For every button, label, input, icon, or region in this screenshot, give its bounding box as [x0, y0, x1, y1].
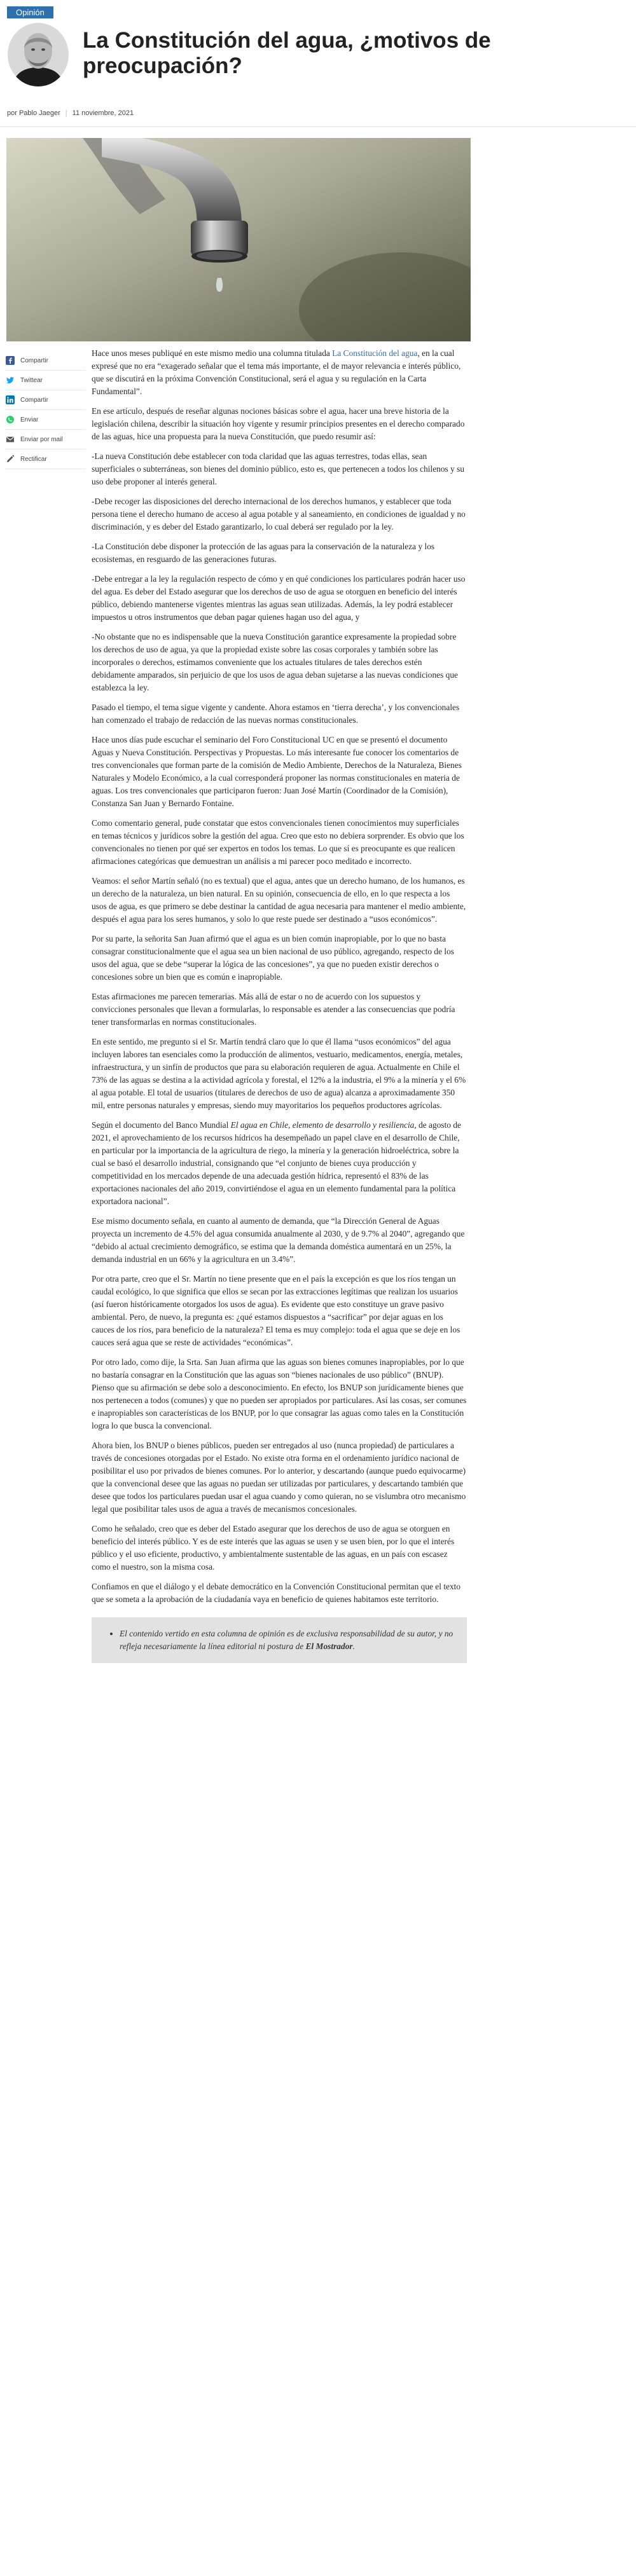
publish-date: 11 noviembre, 2021 [72, 109, 134, 117]
share-label: Enviar por mail [20, 435, 63, 443]
share-linkedin-button[interactable] [5, 390, 86, 410]
author-avatar[interactable] [8, 23, 69, 86]
article-paragraph: Hace unos meses publiqué en este mismo medio una columna titulada La Constitución del agua, en la cual expresé que no era “exagerado señalar que el tema más importante, el de mayor relevancia e interés público, que se discutirá en la próxima Convención Constitucional, será el agua y su regulación en la Carta Fundamental”. [92, 348, 461, 396]
article-paragraph: En ese artículo, después de reseñar algunas nociones básicas sobre el agua, hacer una breve historia de la legislación chilena, describir la situación hoy vigente y resumir principios presentes en el derecho comparado de las aguas, hice una propuesta para la nueva Constitución, que puedo resumir así: [92, 406, 465, 441]
article-paragraph: Por su parte, la señorita San Juan afirmó que el agua es un bien común inapropiable, por lo que no basta consagrar constitucionalmente que el agua sea un bien nacional de uso público, agregando, respecto de los usos del agua, que se debe “superar la lógica de las concesiones”, ya que no pueden existir derechos o concesiones sobre un bien que es común e inapropiable. [92, 934, 455, 982]
author-portrait [8, 23, 69, 86]
article-paragraph: Como comentario general, pude constatar que estos convencionales tienen conocimientos muy superficiales en temas técnicos y jurídicos sobre la gestión del agua. Creo que esto no debiera sorprender. Es obvio que los convencionales no tienen por qué ser expertos en todos los temas. Lo que sí es preocupante es que realicen afirmaciones categóricas que demuestran un análisis a mi parecer poco meditado e incorrecto. [92, 818, 464, 866]
article-paragraph: Por otra parte, creo que el Sr. Martín no tiene presente que en el país la excepción es que los ríos tengan un caudal ecológico, lo que significa que ellos se secan por las extracciones legítimas que realizan los usuarios (así fueron históricamente otorgados los usos de agua). Es evidente que esto constituye un grave pasivo ambiental. Pero, de nuevo, la pregunta es: ¿qué estamos dispuestos a “sacrificar” por dejar aguas en los cauces de los ríos, para beneficio de la naturaleza? El tema es muy complejo: toda el agua que se deje en los cauces será agua que se reste de actividades “económicas”. [92, 1274, 460, 1347]
category-badge[interactable]: Opinión [7, 6, 53, 18]
article-paragraph: Hace unos días pude escuchar el seminario del Foro Constitucional UC en que se presentó el documento Aguas y Nueva Constitución. Perspectivas y Propuestas. Lo más interesante fue conocer los comentarios de tres convencionales que forman parte de la comisión de Medio Ambiente, Derechos de la Naturaleza, Bienes Naturales y Modelo Económico, a la cual corresponderá proponer las normas constitucionales en materia de aguas. Los tres convencionales que participaron fueron: Juan José Martín (Coordinador de la Comisión), Constanza San Juan y Bernardo Fontaine. [92, 735, 462, 808]
edit-icon [5, 454, 15, 464]
report-title: El agua en Chile, elemento de desarrollo y resiliencia [230, 1120, 415, 1130]
share-label: Compartir [20, 357, 48, 364]
article-paragraph: -No obstante que no es indispensable que la nueva Constitución garantice expresamente la propiedad sobre los derechos de uso de agua, ya que la propiedad existe sobre las cosas corporales y también sobre las incorporales o derechos, estimamos conveniente que los actuales titulares de tales derechos estén debidamente amparados, sin perjuicio de que los usos de agua deban sujetarse a las nuevas condiciones que establezca la ley. [92, 632, 458, 692]
share-sidebar [5, 351, 86, 469]
share-label: Compartir [20, 396, 48, 404]
article-paragraph: -La Constitución debe disponer la protección de las aguas para la conservación de la naturaleza y los ecosistemas, en resguardo de las generaciones futuras. [92, 542, 435, 564]
rectify-button[interactable] [5, 449, 86, 469]
share-label: Enviar [20, 416, 39, 423]
share-whatsapp-button[interactable] [5, 410, 86, 430]
share-label: Rectificar [20, 455, 47, 463]
article-paragraph: Ahora bien, los BNUP o bienes públicos, pueden ser entregados al uso (nunca propiedad) de particulares a través de concesiones otorgadas por el Estado. No existe otra forma en el ordenamiento jurídico nacional de posibilitar el uso por privados de bienes comunes. Por lo anterior, y descartando (aunque puedo equivocarme) que la convencional desee que las aguas no puedan ser utilizadas por particulares, y descartando también que desee que todos los particulares puedan usar el agua cuando y como quieran, no se vislumbra otro mecanismo legal que posibilitar tales usos de agua a través de mecanismos concesionales. [92, 1441, 466, 1514]
share-email-button[interactable] [5, 430, 86, 449]
brand-name: El Mostrador [305, 1641, 353, 1651]
author-name[interactable]: por Pablo Jaeger [7, 109, 60, 117]
article-paragraph: Por otro lado, como dije, la Srta. San Juan afirma que las aguas son bienes comunes inapropiables, por lo que no bastaría consagrar en la Constitución que las aguas son “bienes nacionales de uso público” (BNUP). Pienso que su afirmación se debe solo a desconocimiento. En efecto, los BNUP son jurídicamente bienes que nos pertenecen a todos (comunes) y que no pueden ser apropiados por particulares. Así las cosas, ser comunes e inapropiables son características de los BNUP, por lo que consagrar las aguas como tales en la Constitución logra lo que busca la convencional. [92, 1357, 467, 1430]
byline [7, 109, 134, 117]
byline-separator: | [65, 109, 67, 117]
share-facebook-button[interactable] [5, 351, 86, 371]
article-body [92, 347, 467, 1663]
article-paragraph: En este sentido, me pregunto si el Sr. Martín tendrá claro que lo que él llama “usos económicos” del agua incluyen labores tan esenciales como la producción de alimentos, vestuario, medicamentos, energía, metales, infraestructura, y un sinfín de productos que para su elaboración requieren de agua. Actualmente en Chile el 73% de las aguas se destina a la actividad agrícola y forestal, el 12% a la industria, el 9% a la minería y el 6% al agua potable. El total de usuarios (titulares de derechos de uso de agua) alcanza a aproximadamente 350 mil, entre personas naturales y empresas, siendo muy mayoritarios los pequeños productores agrícolas. [92, 1037, 466, 1110]
article-paragraph: -Debe entregar a la ley la regulación respecto de cómo y en qué condiciones los particulares podrán hacer uso del agua. Es deber del Estado asegurar que los derechos de uso de agua se otorguen en beneficio del interés público, debiendo mantenerse vigentes mientras las aguas sean utilizadas. Además, la ley podrá establecer impuestos u otros instrumentos que deban pagar quienes hagan uso del agua, y [92, 574, 466, 622]
share-label: Twittear [20, 376, 43, 384]
hero-image [6, 138, 471, 341]
article-paragraph: Según el documento del Banco Mundial El agua en Chile, elemento de desarrollo y resiliencia, de agosto de 2021, el aprovechamiento de los recursos hídricos ha desempeñado un papel clave en el desarrollo de Chile, en particular por la importancia de la agricultura de riego, la minería y la generación hidroeléctrica, sobre la cual se basó el desarrollo industrial, consignando que “el conjunto de bienes cuya producción y competitividad en los mercados depende de una adecuada gestión hídrica, representó el 83% de las exportaciones nacionales del año 2019, convirtiéndose el agua en un elemento fundamental para la política exportadora nacional”. [92, 1120, 462, 1206]
disclaimer-text: • El contenido vertido en esta columna de opinión es de exclusiva responsabilidad de su autor, y no refleja necesariamente la línea editorial ni postura de El Mostrador. [120, 1627, 454, 1653]
article-header [0, 0, 636, 111]
faucet-illustration [6, 138, 471, 341]
article-paragraph: Confiamos en que el diálogo y el debate democrático en la Convención Constitucional permitan que el texto que se someta a la aprobación de la ciudadanía vaya en beneficio de quienes habitamos este territorio. [92, 1582, 461, 1604]
linkedin-icon [5, 395, 15, 405]
whatsapp-icon [5, 414, 15, 425]
article-paragraph: Veamos: el señor Martín señaló (no es textual) que el agua, antes que un derecho humano, de los humanos, es un derecho de la naturaleza, un bien natural. En su opinión, consecuencia de ello, en lo que respecta a los usos de agua, es que primero se debe destinar la cantidad de agua necesaria para mantener el medio ambiente, después el agua para los seres humanos, y solo lo que reste puede ser destinado a “usos económicos”. [92, 876, 466, 924]
previous-column-link[interactable]: La Constitución del agua [332, 348, 418, 358]
article-paragraph: -La nueva Constitución debe establecer con toda claridad que las aguas terrestres, todas ellas, sean superficiales o subterráneas, son bienes del dominio público, esto es, que pertenecen a todos los chilenos y su uso debe proponer al interés general. [92, 451, 465, 486]
article-paragraph: -Debe recoger las disposiciones del derecho internacional de los derechos humanos, y establecer que toda persona tiene el derecho humano de acceso al agua potable y al saneamiento, en condiciones de igualdad y no discriminación, y es deber del Estado garantizarlo, lo cual deberá ser regulado por la ley. [92, 497, 466, 531]
disclaimer-box [92, 1617, 467, 1663]
share-twitter-button[interactable] [5, 371, 86, 390]
article-paragraph: Como he señalado, creo que es deber del Estado asegurar que los derechos de uso de agua se otorguen en beneficio del interés público. Y es de este interés que las aguas se usen y se usen bien, por lo que el interés público y el uso eficiente, productivo, y ambientalmente sustentable de las aguas, en un país con escasez como el nuestro, son la misma cosa. [92, 1524, 455, 1572]
page-title: La Constitución del agua, ¿motivos de preocupación? [83, 28, 491, 79]
twitter-icon [5, 375, 15, 385]
article-paragraph: Estas afirmaciones me parecen temerarias. Más allá de estar o no de acuerdo con los supuestos y convicciones personales que llevan a formularlas, lo responsable es atender a las consecuencias que podría tener transformarlas en normas constitucionales. [92, 992, 455, 1027]
article-paragraph: Pasado el tiempo, el tema sigue vigente y candente. Ahora estamos en ‘tierra derecha’, y los convencionales han comenzado el trabajo de redacción de las nuevas normas constitucionales. [92, 702, 460, 725]
facebook-icon [5, 355, 15, 366]
mail-icon [5, 434, 15, 444]
article-paragraph: Ese mismo documento señala, en cuanto al aumento de demanda, que “la Dirección General de Aguas proyecta un incremento de 4.5% del agua consumida anualmente al 2030, y de 9.7% al 2040”, agregando que “debido al actual crecimiento demográfico, se estima que la demanda doméstica aumentará en un 25%, la demanda industrial en un 66% y la agricultura en un 3.4%”. [92, 1216, 465, 1264]
